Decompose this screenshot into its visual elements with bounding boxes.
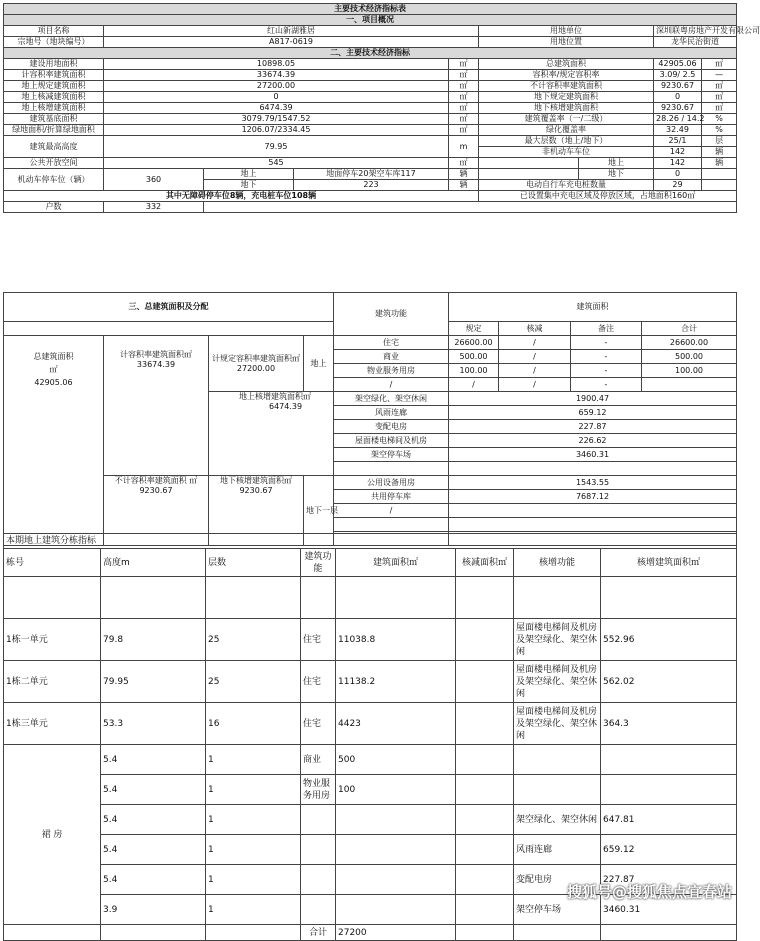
row-5-label: 建筑基底面积: [4, 114, 104, 125]
func-2-note: -: [571, 364, 642, 378]
pod-2-inc-area: 647.81: [601, 805, 737, 835]
pod-3-height: 5.4: [101, 835, 206, 865]
func-2-red: /: [499, 364, 571, 378]
above-unit: 辆: [702, 158, 737, 169]
row-6-unit2: %: [702, 125, 737, 136]
bld-2-name: 1栋三单元: [4, 703, 101, 745]
row-3-unit: ㎡: [449, 92, 479, 103]
inc-area-value: 6474.39: [269, 402, 303, 411]
pod-4-area: [336, 865, 456, 895]
func-1-name: 商业: [334, 350, 449, 364]
pod-2-area: [336, 805, 456, 835]
bld-2-func: 住宅: [301, 703, 336, 745]
row-2-unit: ㎡: [449, 81, 479, 92]
inc-0-value: 1900.47: [449, 392, 737, 406]
row-0-label: 建设用地面积: [4, 59, 104, 70]
inc-area-label: 地上核增建筑面积㎡: [239, 392, 311, 401]
std-area-label: 计规定容积率建筑面积㎡: [212, 353, 300, 363]
func-0-note: -: [571, 336, 642, 350]
func-0-name: 住宅: [334, 336, 449, 350]
row-4-unit2: ㎡: [702, 103, 737, 114]
pod-1-height: 5.4: [101, 775, 206, 805]
bld-1-func: 住宅: [301, 661, 336, 703]
floors-value: 25/1: [654, 136, 702, 147]
fr-area-value: 33674.39: [136, 360, 176, 369]
bld-1-area: 11138.2: [336, 661, 456, 703]
bld-0-reduced: [456, 619, 514, 661]
pod-4-func: [301, 865, 336, 895]
pod-2-inc-func: 架空绿化、架空休闲: [514, 805, 601, 835]
inc-1-value: 659.12: [449, 406, 737, 420]
row-5-label2: 建筑覆盖率（一/二级）: [479, 114, 654, 125]
total-label: 合计: [301, 925, 336, 941]
bld-2-reduced: [456, 703, 514, 745]
row-5-unit2: %: [702, 114, 737, 125]
row-0-label2: 总建筑面积: [479, 59, 654, 70]
row-6-label2: 绿化覆盖率: [479, 125, 654, 136]
row-5-unit: ㎡: [449, 114, 479, 125]
floors-label: 最大层数（地上/地下）: [479, 136, 654, 147]
inc-4-value: 3460.31: [449, 448, 737, 462]
row-1-unit: ㎡: [449, 70, 479, 81]
row-2-unit2: ㎡: [702, 81, 737, 92]
public-space-unit: ㎡: [449, 158, 479, 169]
col-note: 备注: [571, 322, 642, 336]
row-6-unit: ㎡: [449, 125, 479, 136]
row-6-value2: 32.49: [654, 125, 702, 136]
bld-2-floors: 16: [206, 703, 301, 745]
public-space-value: 545: [104, 158, 449, 169]
land-unit: 深圳联粤房地产开发有限公司: [654, 26, 737, 37]
row-0-unit2: ㎡: [702, 59, 737, 70]
height-value: 79.95: [104, 136, 449, 158]
pod-4-inc-area: 227.87: [601, 865, 737, 895]
std-area-value: 27200.00: [236, 363, 276, 373]
above-ground-label: 地上: [304, 336, 334, 392]
location: 龙华民治街道: [654, 37, 737, 48]
watermark: 搜狐号@搜狐焦点宜春站: [566, 883, 732, 901]
row-6-value: 1206.07/2334.45: [104, 125, 449, 136]
underground-floor-label: 地下一层: [304, 476, 334, 546]
section-2-heading: 二、主要技术经济指标: [4, 48, 737, 59]
below-value: 0: [654, 169, 702, 180]
inc-3-name: 屋面楼电梯间及机房: [334, 434, 449, 448]
func-0-red: /: [499, 336, 571, 350]
func-3-name: /: [334, 378, 449, 392]
total-area-value: 42905.06: [34, 378, 73, 387]
pod-0-func: 商业: [301, 745, 336, 775]
ebike-label: 电动自行车充电桩数量: [479, 180, 654, 191]
building-rows: [4, 619, 737, 745]
nonmotor-label: 非机动车车位: [479, 147, 654, 158]
ug-area-label: 地下核增建筑面积㎡: [220, 476, 292, 485]
func-1-std: 500.00: [449, 350, 499, 364]
func-1-note: -: [571, 350, 642, 364]
section-1-heading: 一、项目概况: [4, 15, 737, 26]
bld-2-inc-func: 屋面楼电梯间及机房及架空绿化、架空休闲: [514, 703, 601, 745]
func-2-name: 物业服务用房: [334, 364, 449, 378]
bld-2-area: 4423: [336, 703, 456, 745]
summary-table: [3, 3, 760, 213]
nonmotor-value: 142: [654, 147, 702, 158]
row-3-value: 0: [104, 92, 449, 103]
pod-3-func: [301, 835, 336, 865]
row-3-label2: 地下规定建筑面积: [479, 92, 654, 103]
parking-below-label: 地下: [204, 180, 294, 191]
area-label: 建筑面积: [449, 293, 737, 322]
inc-2-value: 227.87: [449, 420, 737, 434]
inc-0-name: 架空绿化、架空休闲: [334, 392, 449, 406]
ug-0-name: 公用设备用房: [334, 476, 449, 490]
fr-area-label: 计容积率建筑面积㎡: [120, 350, 192, 359]
col-reduced: 核减: [499, 322, 571, 336]
func-2-std: 100.00: [449, 364, 499, 378]
pod-1-func: 物业服务用房: [301, 775, 336, 805]
row-4-value2: 9230.67: [654, 103, 702, 114]
row-4-label2: 地下核增建筑面积: [479, 103, 654, 114]
bld-0-floors: 25: [206, 619, 301, 661]
head-reduced: 核减面积㎡: [456, 549, 514, 577]
pod-1-inc-func: [514, 775, 601, 805]
head-building: 栋号: [4, 549, 101, 577]
func-1-red: /: [499, 350, 571, 364]
row-1-value2: 3.09/ 2.5: [654, 70, 702, 81]
func-2-sum: 100.00: [642, 364, 737, 378]
row-4-unit: ㎡: [449, 103, 479, 114]
total-area-unit: ㎡: [49, 365, 58, 374]
head-inc-area: 核增建筑面积㎡: [601, 549, 737, 577]
function-label: 建筑功能: [334, 293, 449, 336]
row-0-unit: ㎡: [449, 59, 479, 70]
nfr-area-value: 9230.67: [139, 486, 173, 495]
row-0-value: 10898.05: [104, 59, 449, 70]
households-value: 332: [104, 202, 204, 213]
below-label: 地下: [579, 169, 654, 180]
head-height: 高度m: [101, 549, 206, 577]
pod-5-floors: 1: [206, 895, 301, 925]
total-value: 27200: [336, 925, 456, 941]
row-3-unit2: ㎡: [702, 92, 737, 103]
row-1-value: 33674.39: [104, 70, 449, 81]
pod-5-height: 3.9: [101, 895, 206, 925]
above-value: 142: [654, 158, 702, 169]
building-table: [3, 533, 737, 941]
head-area: 建筑面积㎡: [336, 549, 456, 577]
bld-1-height: 79.95: [101, 661, 206, 703]
func-3-std: /: [449, 378, 499, 392]
project-name: 红山新湖雅居: [104, 26, 479, 37]
bld-0-area: 11038.8: [336, 619, 456, 661]
pod-5-area: [336, 895, 456, 925]
func-1-sum: 500.00: [642, 350, 737, 364]
row-4-label: 地上核增建筑面积: [4, 103, 104, 114]
bld-1-inc-area: 562.02: [601, 661, 737, 703]
head-inc-function: 核增功能: [514, 549, 601, 577]
charging-note: 已设置集中充电区域及停放区域，占地面积160㎡: [479, 191, 737, 202]
row-2-label: 地上规定建筑面积: [4, 81, 104, 92]
nfr-area-label: 不计容积率建筑面积 ㎡: [114, 476, 198, 485]
ug-1-name: 共用停车库: [334, 490, 449, 504]
func-0-std: 26600.00: [449, 336, 499, 350]
pod-2-floors: 1: [206, 805, 301, 835]
row-2-value: 27200.00: [104, 81, 449, 92]
ug-0-value: 1543.55: [449, 476, 737, 490]
col-sum: 合计: [642, 322, 737, 336]
parking-label: 机动车停车位（辆）: [4, 169, 104, 191]
pod-3-floors: 1: [206, 835, 301, 865]
parking-note: 其中无障碍停车位8辆，充电桩车位108辆: [4, 191, 479, 202]
bld-2-inc-area: 364.3: [601, 703, 737, 745]
pod-3-area: [336, 835, 456, 865]
pod-2-height: 5.4: [101, 805, 206, 835]
pod-4-height: 5.4: [101, 865, 206, 895]
height-label: 建筑最高高度: [4, 136, 104, 158]
bld-0-func: 住宅: [301, 619, 336, 661]
func-3-note: -: [571, 378, 642, 392]
pod-5-inc-func: 架空停车场: [514, 895, 601, 925]
head-floors: 层数: [206, 549, 301, 577]
row-1-unit2: —: [702, 70, 737, 81]
nonmotor-unit: 辆: [702, 147, 737, 158]
ug-area-value: 9230.67: [239, 486, 273, 495]
parking-unit: 辆: [449, 169, 479, 180]
ug-2-name: /: [334, 504, 449, 518]
pod-5-inc-area: 3460.31: [601, 895, 737, 925]
land-unit-label: 用地单位: [479, 26, 654, 37]
head-function: 建筑功能: [301, 549, 336, 577]
parking-above-desc: 地面停车20架空车库117: [294, 169, 449, 180]
parking-value: 360: [104, 169, 204, 191]
row-5-value2: 28.26 / 14.2: [654, 114, 702, 125]
row-3-value2: 0: [654, 92, 702, 103]
row-2-label2: 不计容积率建筑面积: [479, 81, 654, 92]
func-3-red: /: [499, 378, 571, 392]
above-label: 地上: [579, 158, 654, 169]
inc-1-name: 风雨连廊: [334, 406, 449, 420]
pod-2-func: [301, 805, 336, 835]
row-6-label: 绿地面积/折算绿地面积: [4, 125, 104, 136]
inc-4-name: 架空停车场: [334, 448, 449, 462]
pod-0-floors: 1: [206, 745, 301, 775]
bld-0-inc-area: 552.96: [601, 619, 737, 661]
ug-2-value: [449, 504, 737, 518]
func-0-sum: 26600.00: [642, 336, 737, 350]
pod-3-inc-func: 风雨连廊: [514, 835, 601, 865]
project-name-label: 项目名称: [4, 26, 104, 37]
pod-1-area: 100: [336, 775, 456, 805]
parking-below-value: 223: [294, 180, 449, 191]
households-label: 户数: [4, 202, 104, 213]
building-table-title: 本期地上建筑分栋指标: [4, 534, 737, 549]
bld-0-height: 79.8: [101, 619, 206, 661]
section-3-heading: 三、总建筑面积及分配: [4, 293, 334, 322]
podium-label: 裙 房: [4, 745, 101, 925]
bld-1-inc-func: 屋面楼电梯间及机房及架空绿化、架空休闲: [514, 661, 601, 703]
location-label: 用地位置: [479, 37, 654, 48]
pod-0-inc-func: [514, 745, 601, 775]
ug-1-value: 7687.12: [449, 490, 737, 504]
pod-1-floors: 1: [206, 775, 301, 805]
bld-1-reduced: [456, 661, 514, 703]
pod-4-inc-func: 变配电房: [514, 865, 601, 895]
row-3-label: 地上核减建筑面积: [4, 92, 104, 103]
pod-0-area: 500: [336, 745, 456, 775]
indicator-rows: [4, 59, 737, 136]
inc-3-value: 226.62: [449, 434, 737, 448]
area-allocation-table: [3, 292, 737, 546]
parking-above-label: 地上: [204, 169, 294, 180]
parcel-number: A817-0619: [104, 37, 479, 48]
row-1-label2: 容积率/规定容积率: [479, 70, 654, 81]
func-3-sum: [642, 378, 737, 392]
parking-unit-2: 辆: [449, 180, 479, 191]
col-standard: 规定: [449, 322, 499, 336]
height-unit: m: [449, 136, 479, 158]
pod-1-inc-area: [601, 775, 737, 805]
row-2-value2: 9230.67: [654, 81, 702, 92]
pod-3-inc-area: 659.12: [601, 835, 737, 865]
row-1-label: 计容积率建筑面积: [4, 70, 104, 81]
pod-5-func: [301, 895, 336, 925]
row-0-value2: 42905.06: [654, 59, 702, 70]
inc-2-name: 变配电房: [334, 420, 449, 434]
row-5-value: 3079.79/1547.52: [104, 114, 449, 125]
ebike-value: 29: [654, 180, 702, 191]
public-space-label: 公共开放空间: [4, 158, 104, 169]
bld-2-height: 53.3: [101, 703, 206, 745]
pod-0-height: 5.4: [101, 745, 206, 775]
bld-1-name: 1栋二单元: [4, 661, 101, 703]
row-4-value: 6474.39: [104, 103, 449, 114]
pod-4-floors: 1: [206, 865, 301, 895]
bld-0-inc-func: 屋面楼电梯间及机房及架空绿化、架空休闲: [514, 619, 601, 661]
bld-0-name: 1栋一单元: [4, 619, 101, 661]
bld-1-floors: 25: [206, 661, 301, 703]
main-title: 主要技术经济指标表: [4, 4, 737, 15]
pod-0-inc-area: [601, 745, 737, 775]
total-area-label: 总建筑面积: [33, 352, 74, 361]
parcel-label: 宗地号（地块编号）: [4, 37, 104, 48]
floors-unit: 层: [702, 136, 737, 147]
